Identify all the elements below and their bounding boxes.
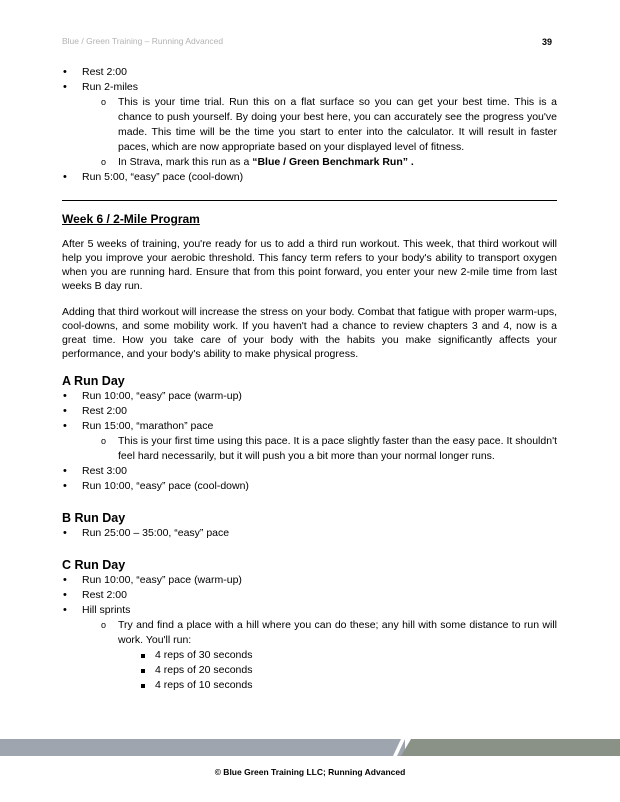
- rep-item: 4 reps of 20 seconds: [62, 663, 557, 678]
- week-heading: Week 6 / 2-Mile Program: [62, 212, 200, 226]
- list-item: • Rest 2:00: [62, 65, 557, 80]
- b-run-day-list: [62, 526, 557, 541]
- list-item: • Run 5:00, “easy” pace (cool-down): [62, 170, 557, 185]
- list-item: • Hill sprints: [62, 603, 557, 618]
- sub-list-item: [62, 155, 557, 170]
- footer-band-blue: [0, 739, 405, 756]
- footer-band-green: [401, 739, 620, 756]
- footer-band: [0, 739, 620, 756]
- sub-list-item: o Try and find a place with a hill where you can do these; any hill with some distance to run will work. You'll run:: [62, 618, 557, 648]
- c-run-day-heading: C Run Day: [62, 558, 126, 572]
- benchmark-run-label: “Blue / Green Benchmark Run” .: [252, 156, 414, 168]
- sub-list-item: o This is your time trial. Run this on a flat surface so you can get your best time. This is a chance to push yourself. By doing your best here, you can accurately see the progress you've made. This time will be the time you start to enter into the calculator. It will result in faster paces, which are now appropriate based on your displayed level of fitness.: [62, 95, 557, 155]
- page-content: [62, 65, 557, 693]
- list-item: • Rest 2:00: [62, 588, 557, 603]
- list-item: • Run 15:00, “marathon” pace: [62, 419, 557, 434]
- list-item: • Run 2-miles: [62, 80, 557, 95]
- rep-item: 4 reps of 10 seconds: [62, 678, 557, 693]
- intro-paragraph: After 5 weeks of training, you're ready for us to add a third run workout. This week, that third workout will help you improve your aerobic threshold. This fancy term refers to your body's ability to transport oxygen when you are running hard. Ensure that from this point forward, you enter your new 2-mile time from last weeks B day run.: [62, 238, 557, 292]
- strava-text: In Strava, mark this run as a: [118, 156, 253, 168]
- header-title: Blue / Green Training – Running Advanced: [62, 36, 224, 46]
- b-run-day-heading: B Run Day: [62, 511, 126, 525]
- list-item: • Run 25:00 – 35:00, “easy” pace: [62, 526, 557, 541]
- a-run-day-list: [62, 389, 557, 494]
- list-item: • Rest 2:00: [62, 404, 557, 419]
- list-item: • Run 10:00, “easy” pace (cool-down): [62, 479, 557, 494]
- sub-list-item: o This is your first time using this pace. It is a pace slightly faster than the easy pace. It shouldn't feel hard necessarily, but it will push you a bit more than your normal longer runs.: [62, 434, 557, 464]
- a-run-day-heading: A Run Day: [62, 374, 125, 388]
- fatigue-paragraph: Adding that third workout will increase the stress on your body. Combat that fatigue with proper warm-ups, cool-downs, and some mobility work. If you haven't had a chance to review chapters 3 and 4, now is a great time. How you take care of your body with the habits you make significantly affects your performance, and your body's ability to make physical progress.: [62, 306, 557, 360]
- c-run-day-list: [62, 573, 557, 693]
- top-bullet-list: [62, 65, 557, 185]
- section-divider: [62, 200, 557, 201]
- rep-item: 4 reps of 30 seconds: [62, 648, 557, 663]
- list-item: • Rest 3:00: [62, 464, 557, 479]
- footer-copyright: © Blue Green Training LLC; Running Advanced: [214, 767, 406, 777]
- list-item: • Run 10:00, “easy” pace (warm-up): [62, 573, 557, 588]
- list-item: • Run 10:00, “easy” pace (warm-up): [62, 389, 557, 404]
- page-number: 39: [542, 37, 553, 47]
